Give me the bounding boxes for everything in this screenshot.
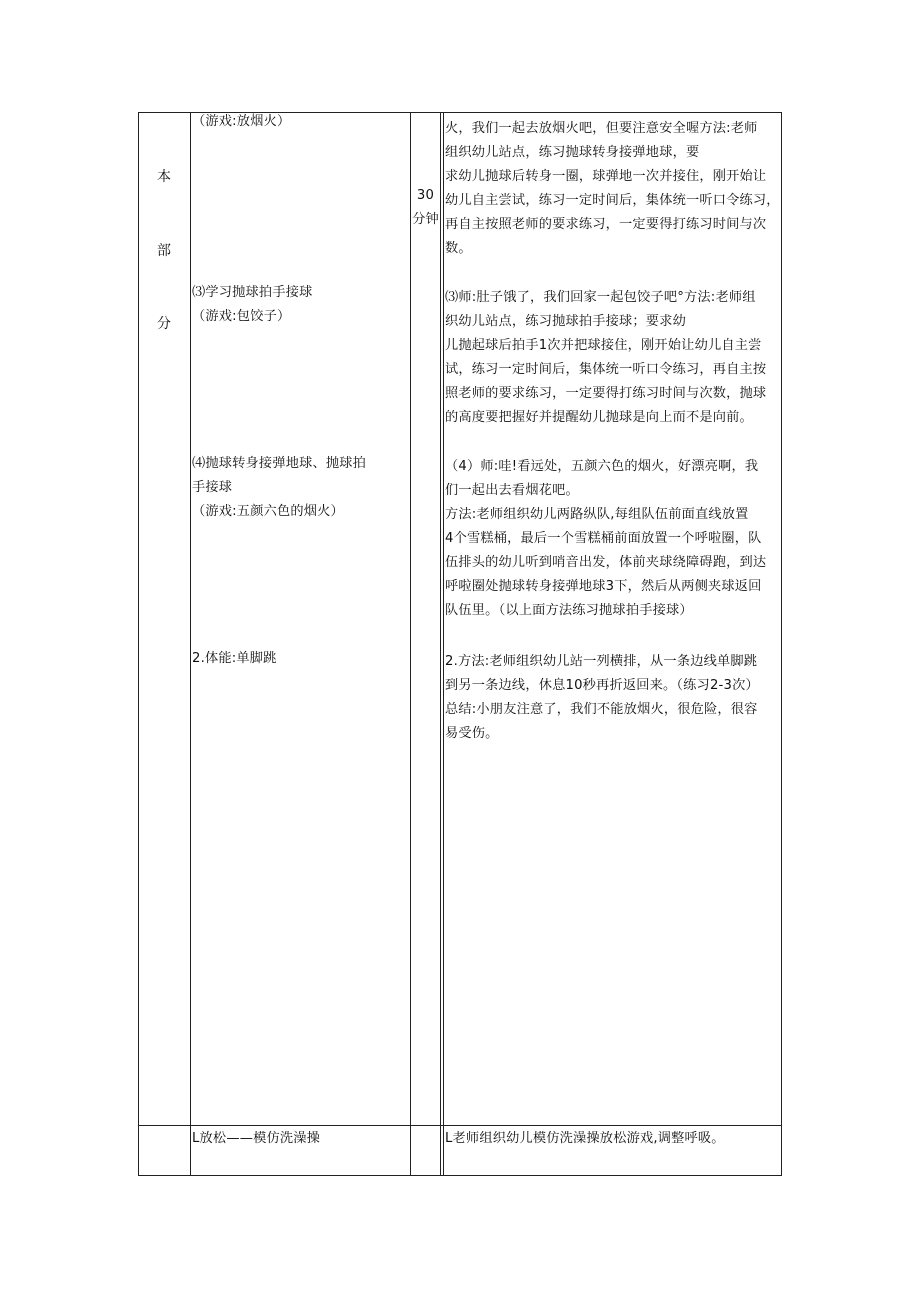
method-line: 再自主按照老师的要求练习，一定要得打练习时间与次 [445, 217, 767, 232]
section-label-char-2: 部 [157, 243, 171, 259]
method-line: 们一起出去看烟花吧。 [445, 483, 579, 498]
table-left-border [138, 112, 139, 1176]
section-label-char-1: 本 [157, 169, 171, 185]
relax-method: L老师组织幼儿模仿洗澡操放松游戏,调整呼吸。 [445, 1131, 725, 1146]
method-line: 组织幼儿站点，练习抛球转身接弹地球，要 [445, 145, 700, 160]
method-line: 呼啦圈处抛球转身接弹地球3下，然后从两侧夹球返回 [445, 579, 762, 594]
method-line: （4）师:哇!看远处，五颜六色的烟火，好漂亮啊，我 [445, 459, 759, 474]
method-line: ⑶师:肚子饿了，我们回家一起包饺子吧°方法:老师组 [445, 290, 756, 305]
table-right-border [781, 112, 782, 1176]
column-divider-3 [440, 112, 441, 1176]
method-line: 总结:小朋友注意了，我们不能放烟火，很危险，很容 [445, 702, 758, 717]
column-divider-1 [190, 112, 191, 1176]
method-line: 照老师的要求练习，一定要得打练习时间与次数，抛球 [445, 386, 767, 401]
activity-clap-catch: ⑶学习抛球拍手接球 [192, 285, 313, 300]
method-line: 4个雪糕桶，最后一个雪糕桶前面放置一个呼啦圈，队 [445, 531, 762, 546]
activity-turn-catch-game: （游戏:五颜六色的烟火） [192, 504, 344, 519]
method-line: 幼儿自主尝试，练习一定时间后，集体统一听口令练习， [445, 193, 780, 208]
activity-turn-catch-cont: 手接球 [192, 480, 233, 495]
method-line: 数。 [445, 241, 472, 256]
column-divider-2 [410, 112, 411, 1176]
activity-fireworks: （游戏:放烟火） [192, 114, 291, 129]
method-line: 试，练习一定时间后，集体统一听口令练习，再自主按 [445, 362, 767, 377]
method-line: 的高度要把握好并提醒幼儿抛球是向上而不是向前。 [445, 410, 753, 425]
row-divider [138, 1125, 782, 1126]
method-line: 伍排头的幼儿听到哨音出发，体前夹球绕障碍跑，到达 [445, 555, 767, 570]
activity-single-leg-hop: 2.体能:单脚跳 [192, 651, 277, 666]
relax-activity: L放松——模仿洗澡操 [192, 1131, 321, 1146]
method-line: 2.方法:老师组织幼儿站一列横排，从一条边线单脚跳 [445, 654, 758, 669]
method-line: 易受伤。 [445, 726, 499, 741]
method-line: 到另一条边线，休息10秒再折返回来。（练习2-3次） [445, 678, 759, 693]
time-value: 30 [416, 188, 435, 203]
method-line: 方法:老师组织幼儿两路纵队,每组队伍前面直线放置 [445, 507, 749, 522]
column-divider-3b [443, 112, 444, 1176]
section-label-char-3: 分 [157, 316, 171, 332]
method-line: 织幼儿站点，练习抛球拍手接球；要求幼 [445, 314, 686, 329]
activity-clap-catch-game: （游戏:包饺子） [192, 309, 291, 324]
table-bottom-border [138, 1175, 782, 1176]
method-line: 求幼儿抛球后转身一圈，球弹地一次并接住，刚开始让 [445, 169, 767, 184]
time-unit: 分钟 [412, 212, 439, 227]
method-line: 儿抛起球后拍手1次并把球接住，刚开始让幼儿自主尝 [445, 338, 762, 353]
method-line: 火，我们一起去放烟火吧，但要注意安全喔方法:老师 [445, 121, 758, 136]
activity-turn-catch: ⑷抛球转身接弹地球、抛球拍 [192, 456, 367, 471]
method-line: 队伍里。（以上面方法练习抛球拍手接球） [445, 603, 693, 618]
